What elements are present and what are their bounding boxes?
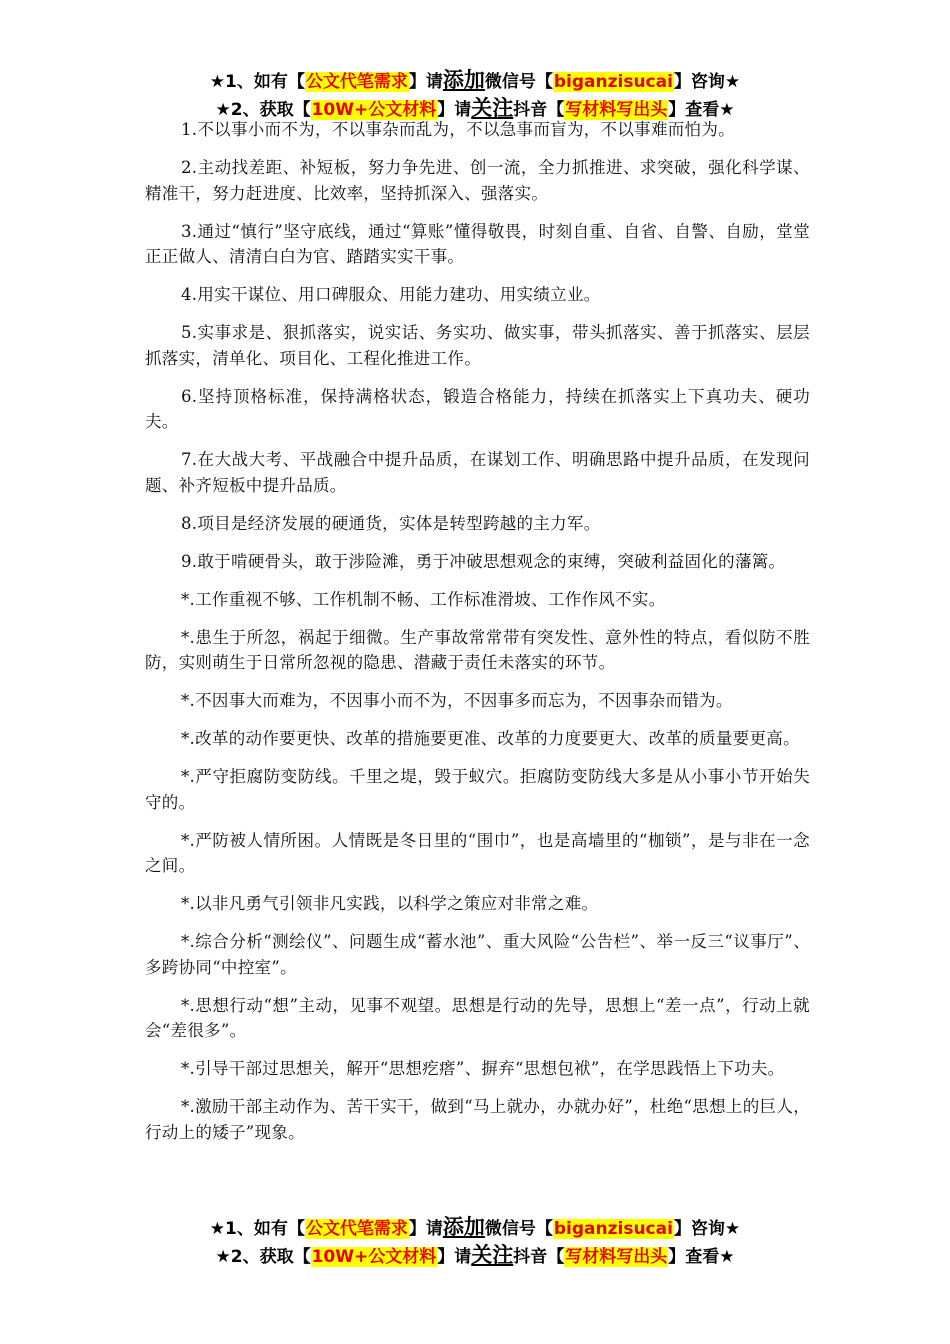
paragraph: *.改革的动作要更快、改革的措施要更准、改革的力度要更大、改革的质量要更高。 <box>181 729 800 748</box>
banner-text: 】咨询★ <box>673 72 741 92</box>
paragraph: *.工作重视不够、工作机制不畅、工作标准滑坡、工作作风不实。 <box>181 589 666 609</box>
banner-text: 微信号【 <box>484 72 553 92</box>
paragraph: *.严守拒腐防变防线。千里之堤，毁于蚁穴。拒腐防变防线大多是从小事小节开始失守的。 <box>145 767 810 812</box>
banner-text: ★1、如有【 <box>209 72 305 92</box>
banner-text: 】请 <box>408 1219 443 1239</box>
banner-highlight: biganzisucai <box>553 72 673 92</box>
paragraph: 5.实事求是、狠抓落实，说实话、务实功、做实事，带头抓落实、善于抓落实、层层抓落实，清单化、项目化、工程化推进工作。 <box>145 323 810 368</box>
banner-text: 】请 <box>437 1247 472 1267</box>
banner-text: ★2、获取【 <box>215 100 311 120</box>
paragraph: *.激励干部主动作为、苦干实干，做到“马上就办，办就办好”，杜绝“思想上的巨人，行动上的矮子”现象。 <box>145 1097 810 1142</box>
paragraph: *.不因事大而难为，不因事小而不为，不因事多而忘为，不因事杂而错为。 <box>181 691 733 710</box>
paragraph: *.引导干部过思想关，解开“思想疙瘩”、摒弃“思想包袱”，在学思践悟上下功夫。 <box>181 1059 785 1078</box>
paragraph: 3.通过“慎行”坚守底线，通过“算账”懂得敬畏，时刻自重、自省、自警、自励，堂堂正正做人、清清白白为官、踏踏实实干事。 <box>145 221 810 266</box>
paragraph: *.严防被人情所困。人情既是冬日里的“围巾”，也是高墙里的“枷锁”，是与非在一念之间。 <box>145 830 810 875</box>
document-body <box>145 117 810 1158</box>
banner-line-1 <box>0 67 950 95</box>
paragraph: 4.用实干谋位、用口碑服众、用能力建功、用实绩立业。 <box>181 285 601 304</box>
paragraph: 2.主动找差距、补短板，努力争先进、创一流，全力抓推进、求突破，强化科学谋、精准干，努力赶进度、比效率，坚持抓深入、强落实。 <box>145 158 810 203</box>
paragraph: *.以非凡勇气引领非凡实践，以科学之策应对非常之难。 <box>181 894 599 913</box>
banner-text: 抖音【 <box>513 1247 565 1267</box>
banner-text: 】查看★ <box>668 1247 735 1267</box>
paragraph: 9.敢于啃硬骨头，敢于涉险滩，勇于冲破思想观念的束缚，突破利益固化的藩篱。 <box>181 551 786 571</box>
banner-text: 】请 <box>408 72 443 92</box>
banner-text: 】请 <box>437 100 472 120</box>
banner-line-2 <box>0 1242 950 1270</box>
banner-text: 抖音【 <box>513 100 565 120</box>
paragraph: 7.在大战大考、平战融合中提升品质，在谋划工作、明确思路中提升品质，在发现问题、补齐短板中提升品质。 <box>145 450 810 495</box>
header-banner <box>0 67 950 123</box>
banner-text: 微信号【 <box>484 1219 553 1239</box>
banner-emphasis: 添加 <box>442 68 485 92</box>
paragraph: *.思想行动“想”主动，见事不观望。思想是行动的先导，思想上“差一点”，行动上就会“差很多”。 <box>145 995 810 1040</box>
banner-emphasis: 关注 <box>471 96 514 120</box>
banner-text: ★2、获取【 <box>215 1247 311 1267</box>
banner-highlight: 公文代笔需求 <box>305 1219 408 1239</box>
banner-highlight: 10W+公文材料 <box>311 1247 437 1267</box>
banner-highlight: 写材料写出头 <box>565 100 668 120</box>
banner-highlight: biganzisucai <box>553 1219 673 1239</box>
banner-emphasis: 添加 <box>442 1215 485 1239</box>
banner-highlight: 写材料写出头 <box>565 1247 668 1267</box>
paragraph: *.综合分析“测绘仪”、问题生成“蓄水池”、重大风险“公告栏”、举一反三“议事厅”、多跨协同“中控室”。 <box>145 932 810 977</box>
footer-banner <box>0 1214 950 1270</box>
banner-text: ★1、如有【 <box>209 1219 305 1239</box>
paragraph: 8.项目是经济发展的硬通货，实体是转型跨越的主力军。 <box>181 513 601 533</box>
paragraph: *.患生于所忽，祸起于细微。生产事故常常带有突发性、意外性的特点，看似防不胜防，实则萌生于日常所忽视的隐患、潜藏于责任未落实的环节。 <box>145 627 810 672</box>
banner-highlight: 公文代笔需求 <box>305 72 408 92</box>
banner-emphasis: 关注 <box>471 1243 514 1267</box>
paragraph: 6.坚持顶格标准，保持满格状态，锻造合格能力，持续在抓落实上下真功夫、硬功夫。 <box>145 386 810 431</box>
banner-text: 】查看★ <box>668 100 735 120</box>
banner-highlight: 10W+公文材料 <box>311 100 437 120</box>
banner-line-1 <box>0 1214 950 1242</box>
banner-text: 】咨询★ <box>673 1219 741 1239</box>
paragraph: 1.不以事小而不为，不以事杂而乱为，不以急事而盲为，不以事难而怕为。 <box>181 120 735 139</box>
